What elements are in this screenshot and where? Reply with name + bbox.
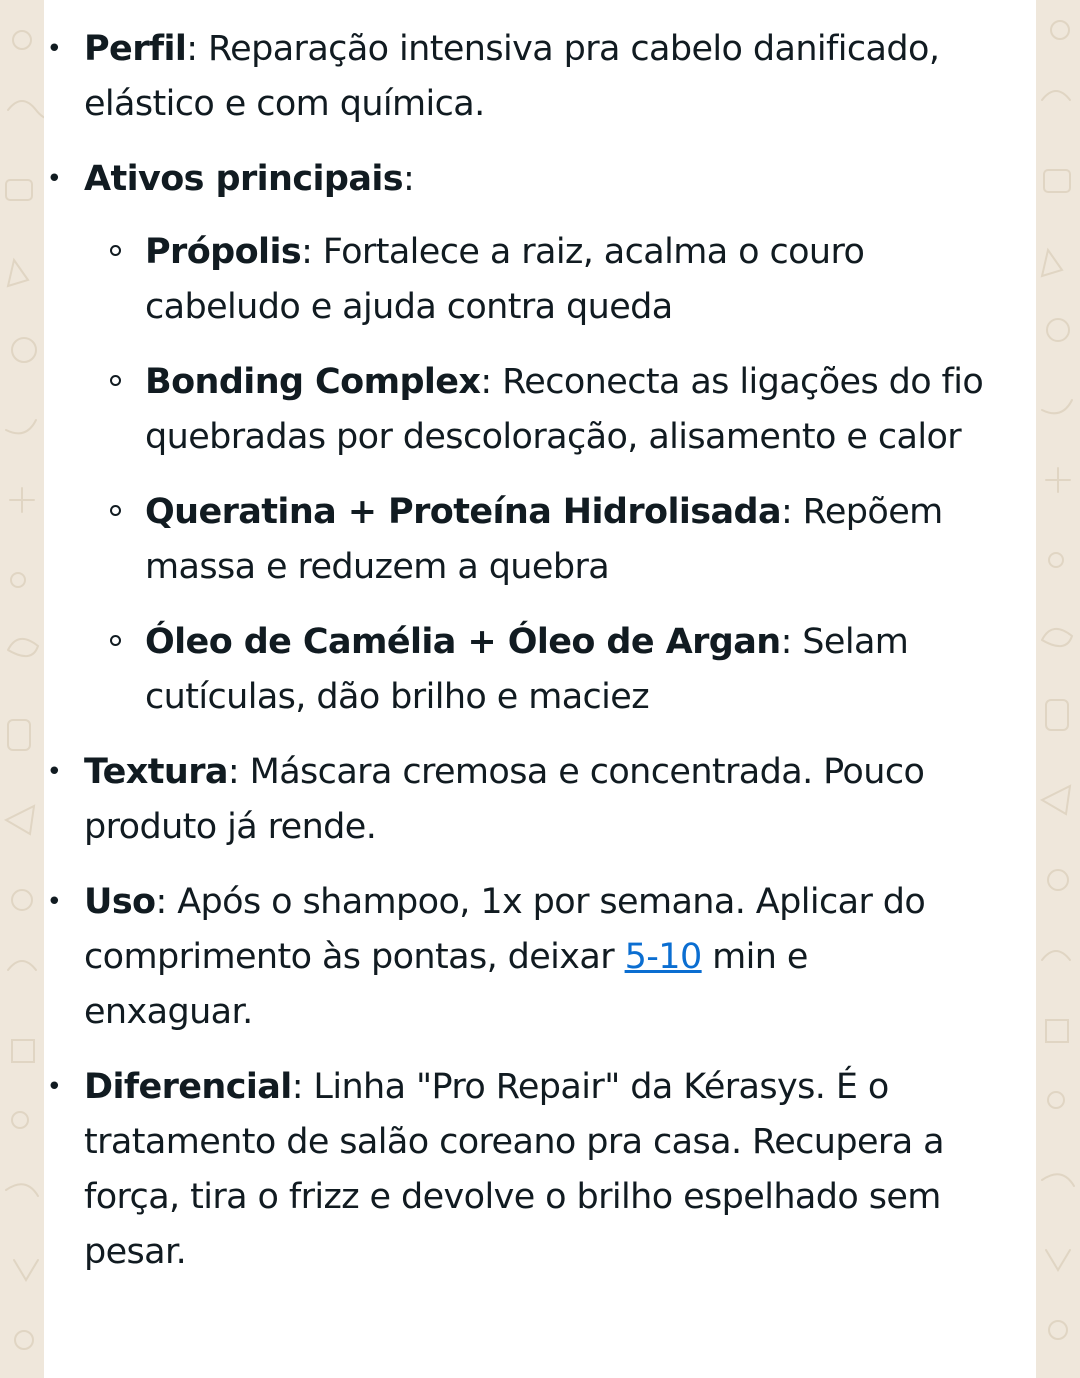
- sub-item-queratina: [145, 485, 984, 595]
- sub-item-oleo: [145, 615, 984, 725]
- item-text: : Após o shampoo, 1x por semana. Aplicar do comprimento às pontas, deixar: [84, 882, 926, 977]
- sub-item-propolis: [145, 225, 984, 335]
- item-label: Perfil: [84, 29, 187, 69]
- sub-item-label: Própolis: [145, 232, 302, 272]
- sub-item-text: : Reconecta as ligações do fio quebradas por descoloração, alisamento e calor: [145, 362, 984, 457]
- item-label: Textura: [84, 752, 228, 792]
- item-label: Diferencial: [84, 1067, 292, 1107]
- list-item-textura: [46, 745, 984, 855]
- item-text: : Máscara cremosa e concentrada. Pouco produto já rende.: [84, 752, 925, 847]
- bullet-dot: •: [46, 1072, 62, 1102]
- sub-item-label: Queratina + Proteína Hidrolisada: [145, 492, 781, 532]
- duration-link[interactable]: 5-10: [624, 937, 702, 977]
- sub-item-bonding: [145, 355, 984, 465]
- circle-bullet: [110, 635, 121, 646]
- bullet-dot: •: [46, 34, 62, 64]
- message-bullet-list: [46, 22, 984, 1300]
- item-text: : Reparação intensiva pra cabelo danificado, elástico e com química.: [84, 29, 940, 124]
- item-text: :: [402, 159, 415, 199]
- circle-bullet: [110, 375, 121, 386]
- item-label: Uso: [84, 882, 156, 922]
- bullet-dot: •: [46, 757, 62, 787]
- bullet-dot: •: [46, 887, 62, 917]
- item-text: : Linha "Pro Repair" da Kérasys. É o tratamento de salão coreano pra casa. Recupera a força, tira o frizz e devolve o brilho espelhado sem pesar.: [84, 1067, 944, 1272]
- item-label: Ativos principais: [84, 159, 403, 199]
- sub-item-label: Bonding Complex: [145, 362, 481, 402]
- item-text: min e enxaguar.: [84, 937, 808, 1032]
- list-item-uso: [46, 875, 984, 1040]
- circle-bullet: [110, 505, 121, 516]
- list-item-ativos: [46, 152, 984, 725]
- sub-item-text: : Selam cutículas, dão brilho e maciez: [145, 622, 909, 717]
- sub-item-text: : Repõem massa e reduzem a quebra: [145, 492, 943, 587]
- circle-bullet: [110, 245, 121, 256]
- list-item-perfil: [46, 22, 984, 132]
- sub-list: [84, 225, 984, 725]
- bullet-dot: •: [46, 164, 62, 194]
- sub-item-text: : Fortalece a raiz, acalma o couro cabeludo e ajuda contra queda: [145, 232, 865, 327]
- list-item-diferencial: [46, 1060, 984, 1280]
- sub-item-label: Óleo de Camélia + Óleo de Argan: [145, 622, 781, 662]
